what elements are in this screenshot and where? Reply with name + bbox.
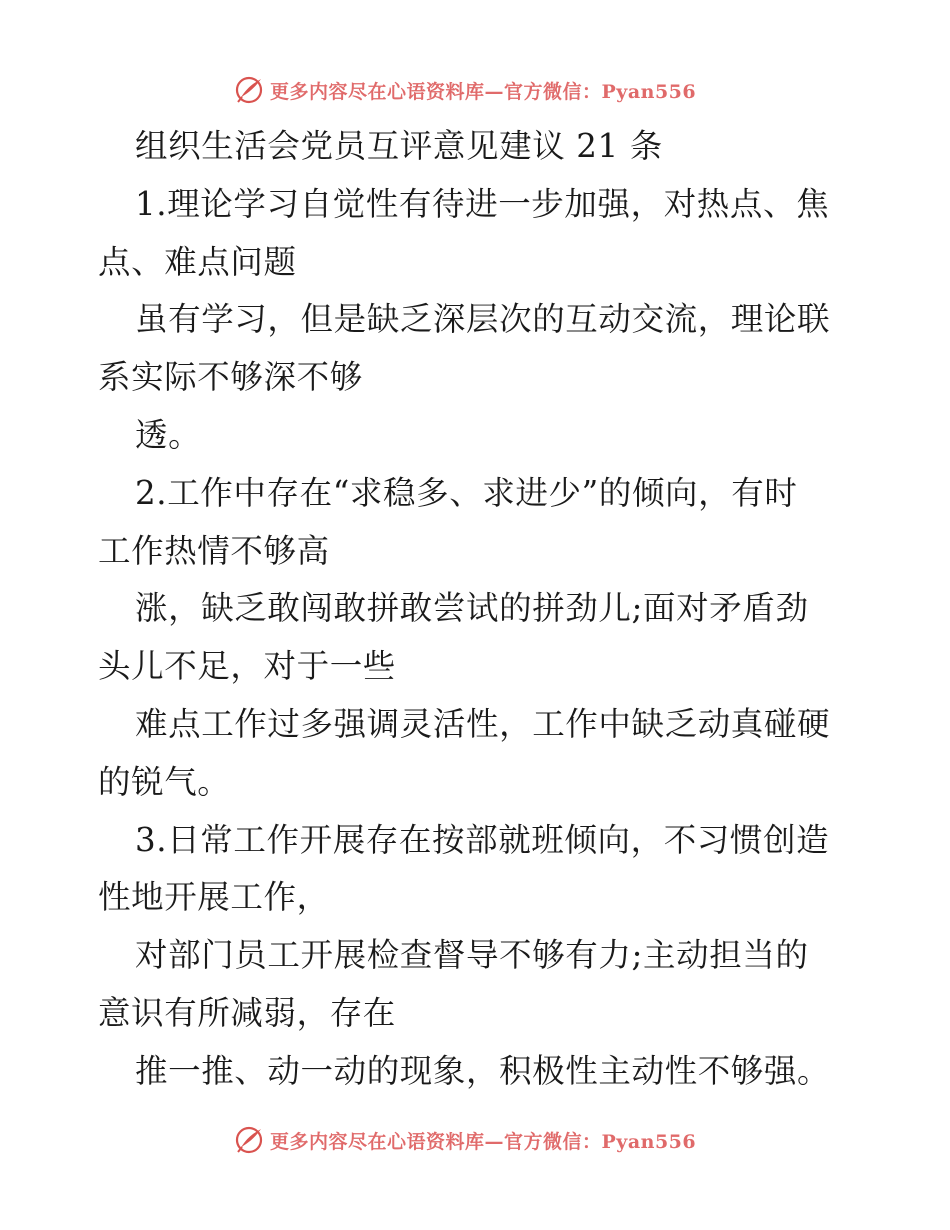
body-line: 点、难点问题 — [98, 242, 297, 281]
body-line: 性地开展工作， — [98, 878, 330, 917]
footer-watermark — [234, 1123, 714, 1157]
watermark-text: 更多内容尽在心语资料库—官方微信：Pyan556 — [270, 80, 697, 103]
body-line: 的锐气。 — [98, 762, 231, 801]
body-line: 头儿不足，对于一些 — [98, 647, 396, 686]
quill-logo-icon — [234, 1125, 264, 1155]
body-line: 系实际不够深不够 — [98, 358, 363, 397]
body-line: 难点工作过多强调灵活性，工作中缺乏动真碰硬 — [135, 704, 831, 743]
body-line: 对部门员工开展检查督导不够有力;主动担当的 — [135, 936, 809, 975]
body-line: 工作热情不够高 — [98, 531, 330, 570]
body-line: 涨，缺乏敢闯敢拼敢尝试的拼劲儿;面对矛盾劲 — [135, 589, 809, 628]
quill-logo-icon — [234, 75, 264, 105]
document-title: 组织生活会党员互评意见建议 21 条 — [135, 127, 663, 165]
body-line: 意识有所减弱，存在 — [98, 993, 396, 1032]
body-line: 推一推、动一动的现象，积极性主动性不够强。 — [135, 1051, 831, 1090]
body-line: 1.理论学习自觉性有待进一步加强，对热点、焦 — [135, 184, 830, 223]
document-body — [98, 118, 850, 1101]
body-line: 透。 — [135, 415, 202, 454]
watermark-text: 更多内容尽在心语资料库—官方微信：Pyan556 — [270, 1130, 697, 1153]
body-line: 2.工作中存在“求稳多、求进少”的倾向，有时 — [135, 473, 798, 512]
body-line: 虽有学习，但是缺乏深层次的互动交流，理论联 — [135, 300, 831, 339]
body-line: 3.日常工作开展存在按部就班倾向，不习惯创造 — [135, 820, 830, 859]
header-watermark — [234, 73, 714, 107]
